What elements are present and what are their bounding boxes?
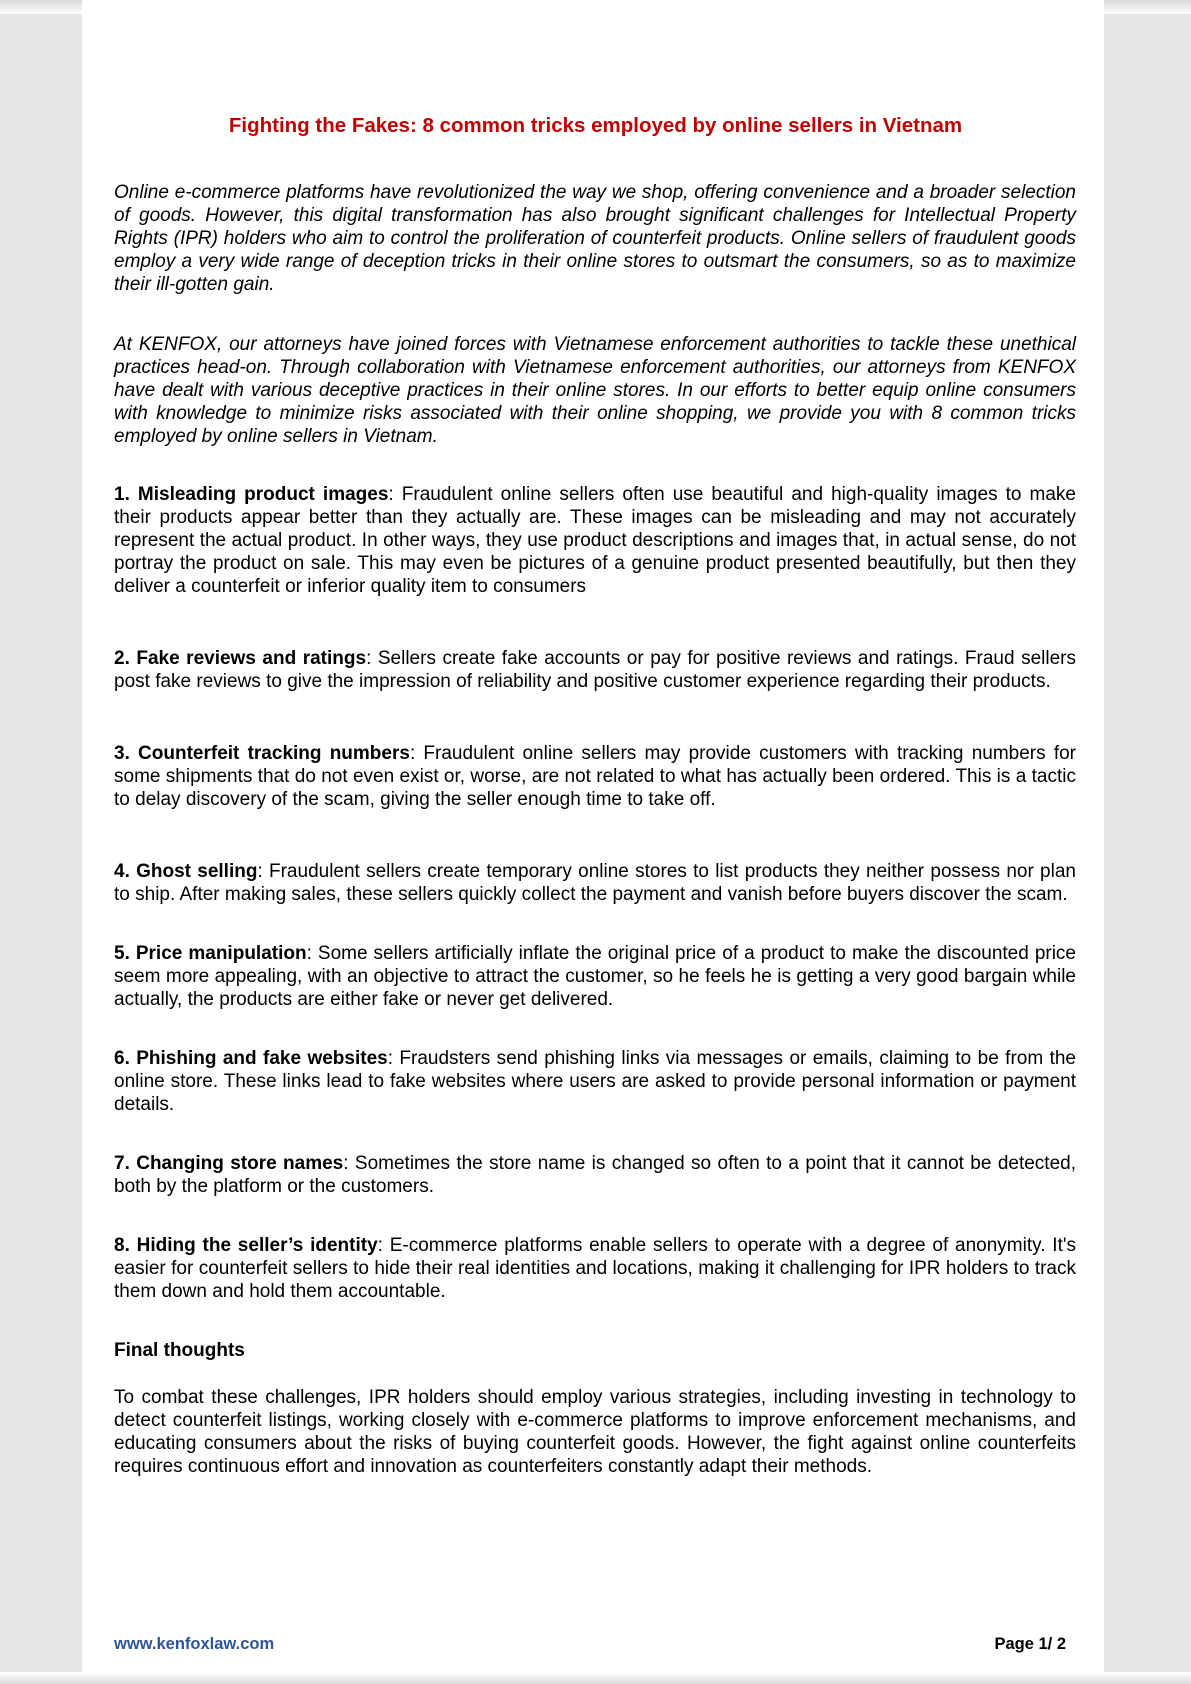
trick-text: : Fraudulent online sellers may provide customers with tracking numbers for some shipments that do not even exist or, worse, are not related to what has actually been ordered. This is a tactic to delay discovery of the scam, giving the seller enough time to take off. bbox=[114, 743, 1076, 810]
trick-text: : Fraudulent sellers create temporary online stores to list products they neither possess nor plan to ship. After making sales, these sellers quickly collect the payment and vanish before buyers discover the scam. bbox=[114, 861, 1076, 905]
trick-text: : Fraudulent online sellers often use beautiful and high-quality images to make their products appear better than they actually are. These images can be misleading and may not accurately represent the actual product. In other ways, they use product descriptions and images that, in actual sense, do not portray the product on sale. This may even be pictures of a genuine product presented beautifully, but then they deliver a counterfeit or inferior quality item to consumers bbox=[114, 484, 1076, 597]
trick-item-1 bbox=[114, 483, 1076, 598]
final-thoughts-heading: Final thoughts bbox=[114, 1340, 245, 1361]
trick-title: 6. Phishing and fake websites bbox=[114, 1048, 388, 1069]
trick-title: 4. Ghost selling bbox=[114, 861, 258, 882]
viewer-bottom-shadow bbox=[0, 1672, 1191, 1684]
trick-title: 8. Hiding the seller’s identity bbox=[114, 1235, 378, 1256]
document-body bbox=[114, 181, 1076, 1478]
trick-text: : Sellers create fake accounts or pay for positive reviews and ratings. Fraud sellers post fake reviews to give the impression of reliability and positive customer experience regarding their products. bbox=[114, 648, 1076, 692]
trick-text: : Fraudsters send phishing links via messages or emails, claiming to be from the online store. These links lead to fake websites where users are asked to provide personal information or payment details. bbox=[114, 1048, 1076, 1115]
document-title: Fighting the Fakes: 8 common tricks employed by online sellers in Vietnam bbox=[228, 114, 963, 137]
page-number: Page 1/ 2 bbox=[994, 1635, 1066, 1653]
trick-text: : Sometimes the store name is changed so often to a point that it cannot be detected, both by the platform or the customers. bbox=[114, 1153, 1076, 1197]
intro-paragraph-2: At KENFOX, our attorneys have joined forces with Vietnamese enforcement authorities to tackle these unethical practices head-on. Through collaboration with Vietnamese enforcement authorities, our attorneys from KENFOX have dealt with various deceptive practices in their online stores. In our efforts to better equip online consumers with knowledge to minimize risks associated with their online shopping, we provide you with 8 common tricks employed by online sellers in Vietnam. bbox=[114, 334, 1076, 447]
trick-item-7 bbox=[114, 1152, 1076, 1198]
trick-title: 5. Price manipulation bbox=[114, 943, 307, 964]
trick-title: 3. Counterfeit tracking numbers bbox=[114, 743, 410, 764]
trick-item-3 bbox=[114, 742, 1076, 811]
trick-item-2 bbox=[114, 647, 1076, 693]
footer-website-link[interactable]: www.kenfoxlaw.com bbox=[114, 1635, 275, 1653]
final-thoughts-paragraph: To combat these challenges, IPR holders should employ various strategies, including investing in technology to detect counterfeit listings, working closely with e-commerce platforms to improve enforcement mechanisms, and educating consumers about the risks of buying counterfeit goods. However, the fight against online counterfeits requires continuous effort and innovation as counterfeiters constantly adapt their methods. bbox=[114, 1387, 1076, 1477]
trick-item-8 bbox=[114, 1234, 1076, 1303]
intro-paragraph-1: Online e-commerce platforms have revolutionized the way we shop, offering convenience and a broader selection of goods. However, this digital transformation has also brought significant challenges for Intellectual Property Rights (IPR) holders who aim to control the proliferation of counterfeit products. Online sellers of fraudulent goods employ a very wide range of deception tricks in their online stores to outsmart the consumers, so as to maximize their ill-gotten gain. bbox=[114, 182, 1076, 295]
trick-item-5 bbox=[114, 942, 1076, 1011]
trick-title: 2. Fake reviews and ratings bbox=[114, 648, 367, 669]
trick-text: : E-commerce platforms enable sellers to operate with a degree of anonymity. It's easier for counterfeit sellers to hide their real identities and locations, making it challenging for IPR holders to track them down and hold them accountable. bbox=[114, 1235, 1076, 1302]
trick-item-6 bbox=[114, 1047, 1076, 1116]
trick-item-4 bbox=[114, 860, 1076, 906]
trick-text: : Some sellers artificially inflate the original price of a product to make the discounted price seem more appealing, with an objective to attract the customer, so he feels he is getting a very good bargain while actually, the products are either fake or never get delivered. bbox=[114, 943, 1076, 1010]
trick-title: 1. Misleading product images bbox=[114, 484, 389, 505]
trick-title: 7. Changing store names bbox=[114, 1153, 344, 1174]
